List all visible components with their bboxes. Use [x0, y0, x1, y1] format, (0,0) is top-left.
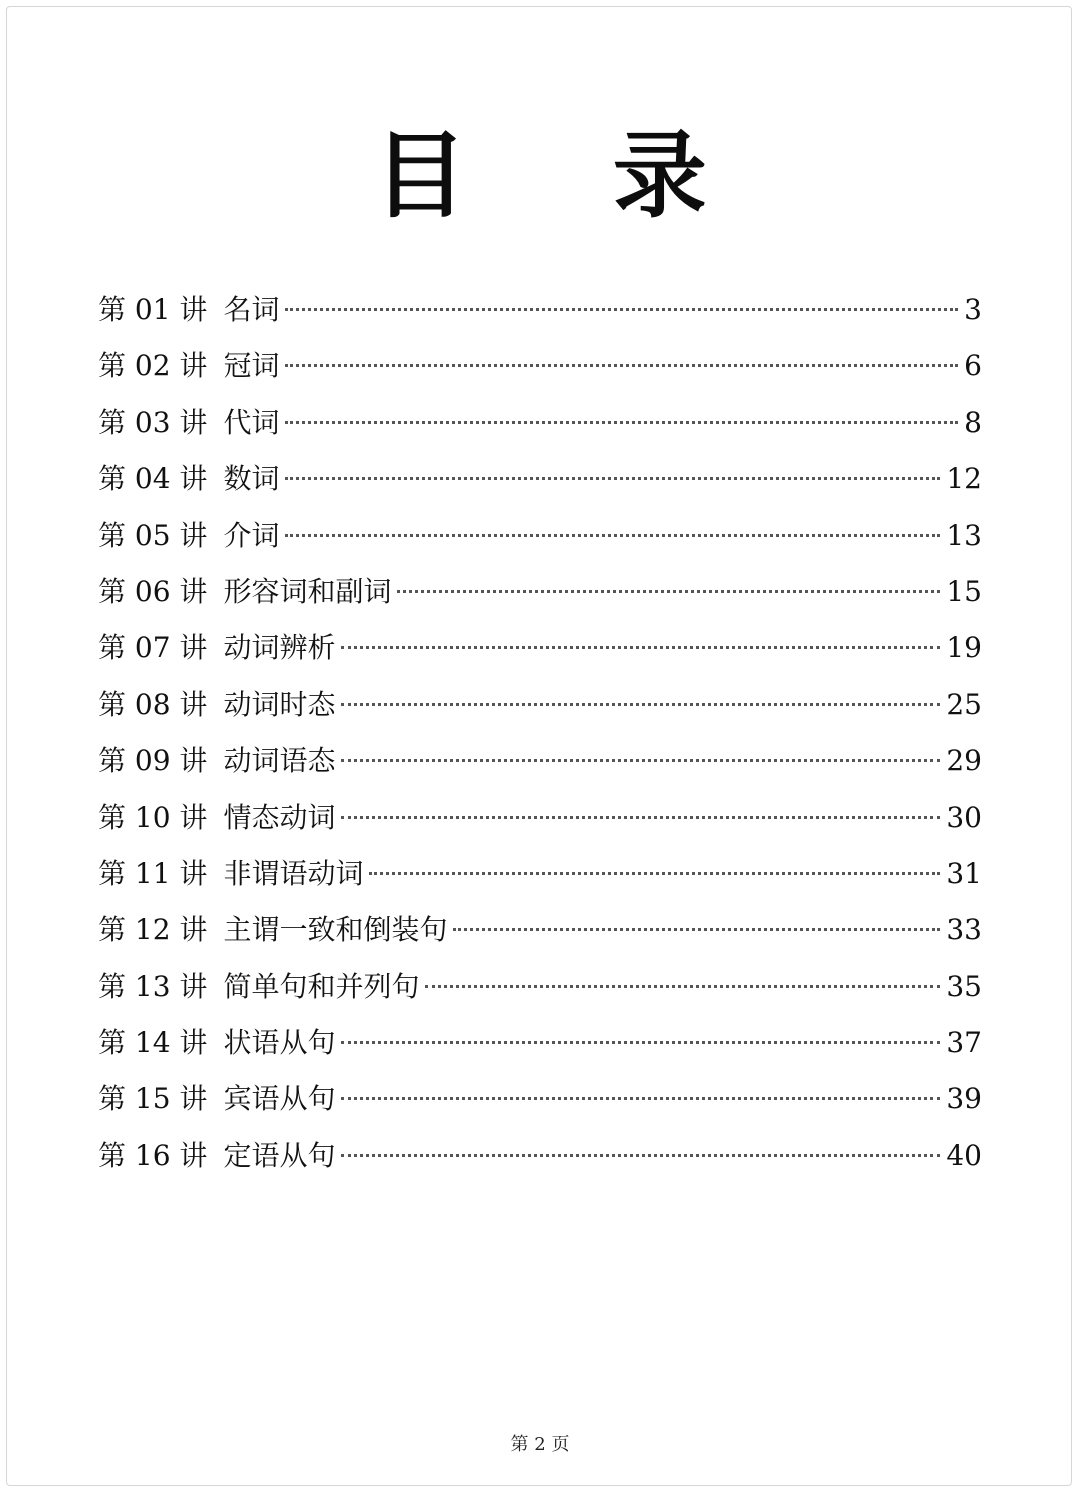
entry-lecture-number: 第 02 讲	[98, 349, 208, 383]
entry-page-number: 30	[946, 800, 982, 834]
entry-lecture-number: 第 07 讲	[98, 631, 208, 665]
entry-lecture-number: 第 11 讲	[98, 856, 208, 890]
toc-entry	[98, 1015, 982, 1071]
entry-title: 情态动词	[223, 800, 336, 834]
dot-leader	[285, 308, 958, 311]
entry-lecture-number: 第 04 讲	[98, 462, 208, 496]
entry-page-number: 40	[946, 1138, 982, 1172]
toc-entry	[98, 395, 982, 451]
entry-title: 简单句和并列句	[223, 969, 420, 1003]
dot-leader	[397, 590, 940, 593]
toc-list	[98, 282, 982, 1184]
entry-page-number: 3	[964, 293, 982, 326]
entry-lecture-number: 第 01 讲	[98, 293, 208, 326]
toc-entry	[98, 1071, 982, 1127]
entry-lecture-number: 第 03 讲	[98, 405, 208, 439]
entry-page-number: 35	[946, 969, 982, 1003]
entry-page-number: 33	[946, 913, 982, 947]
entry-title: 介词	[223, 518, 280, 552]
toc-entry	[98, 620, 982, 676]
entry-title: 状语从句	[223, 1026, 336, 1060]
dot-leader	[285, 477, 940, 480]
entry-title: 动词时态	[223, 687, 336, 721]
entry-title: 宾语从句	[223, 1082, 336, 1116]
entry-lecture-number: 第 15 讲	[98, 1082, 208, 1116]
dot-leader	[341, 1097, 940, 1100]
entry-page-number: 12	[946, 462, 982, 496]
entry-lecture-number: 第 14 讲	[98, 1026, 208, 1060]
page-title: 目 录	[373, 122, 764, 231]
dot-leader	[341, 816, 940, 819]
toc-entry	[98, 508, 982, 564]
entry-page-number: 8	[964, 405, 982, 439]
toc-entry	[98, 1128, 982, 1184]
toc-entry	[98, 902, 982, 958]
dot-leader	[285, 421, 958, 424]
entry-page-number: 19	[946, 631, 982, 665]
toc-entry	[98, 282, 982, 338]
dot-leader	[285, 534, 940, 537]
entry-lecture-number: 第 10 讲	[98, 800, 208, 834]
entry-page-number: 29	[946, 744, 982, 778]
page-footer: 第 2 页	[510, 1434, 570, 1455]
dot-leader	[453, 928, 940, 931]
entry-title: 动词语态	[223, 744, 336, 778]
toc-entry	[98, 790, 982, 846]
entry-title: 数词	[223, 462, 280, 496]
entry-title: 非谓语动词	[223, 856, 364, 890]
dot-leader	[341, 1154, 940, 1157]
entry-lecture-number: 第 12 讲	[98, 913, 208, 947]
dot-leader	[425, 985, 940, 988]
entry-title: 动词辨析	[223, 631, 336, 665]
dot-leader	[341, 703, 940, 706]
entry-title: 名词	[223, 293, 280, 326]
toc-entry	[98, 959, 982, 1015]
entry-title: 主谓一致和倒装句	[223, 913, 448, 947]
toc-entry	[98, 451, 982, 507]
toc-entry	[98, 564, 982, 620]
dot-leader	[341, 759, 940, 762]
toc-entry	[98, 733, 982, 789]
entry-page-number: 6	[964, 349, 982, 383]
entry-lecture-number: 第 16 讲	[98, 1138, 208, 1172]
entry-lecture-number: 第 09 讲	[98, 744, 208, 778]
entry-lecture-number: 第 05 讲	[98, 518, 208, 552]
dot-leader	[341, 646, 940, 649]
entry-lecture-number: 第 13 讲	[98, 969, 208, 1003]
entry-title: 代词	[223, 405, 280, 439]
toc-entry	[98, 338, 982, 394]
entry-title: 定语从句	[223, 1138, 336, 1172]
entry-lecture-number: 第 06 讲	[98, 574, 208, 608]
dot-leader	[285, 364, 958, 367]
toc-entry	[98, 846, 982, 902]
entry-page-number: 31	[946, 856, 982, 890]
entry-lecture-number: 第 08 讲	[98, 687, 208, 721]
entry-page-number: 13	[946, 518, 982, 552]
dot-leader	[341, 1041, 940, 1044]
toc-entry	[98, 677, 982, 733]
entry-page-number: 15	[946, 574, 982, 608]
entry-page-number: 39	[946, 1082, 982, 1116]
entry-page-number: 37	[946, 1026, 982, 1060]
dot-leader	[369, 872, 940, 875]
entry-title: 冠词	[223, 349, 280, 383]
entry-title: 形容词和副词	[223, 574, 392, 608]
entry-page-number: 25	[946, 687, 982, 721]
